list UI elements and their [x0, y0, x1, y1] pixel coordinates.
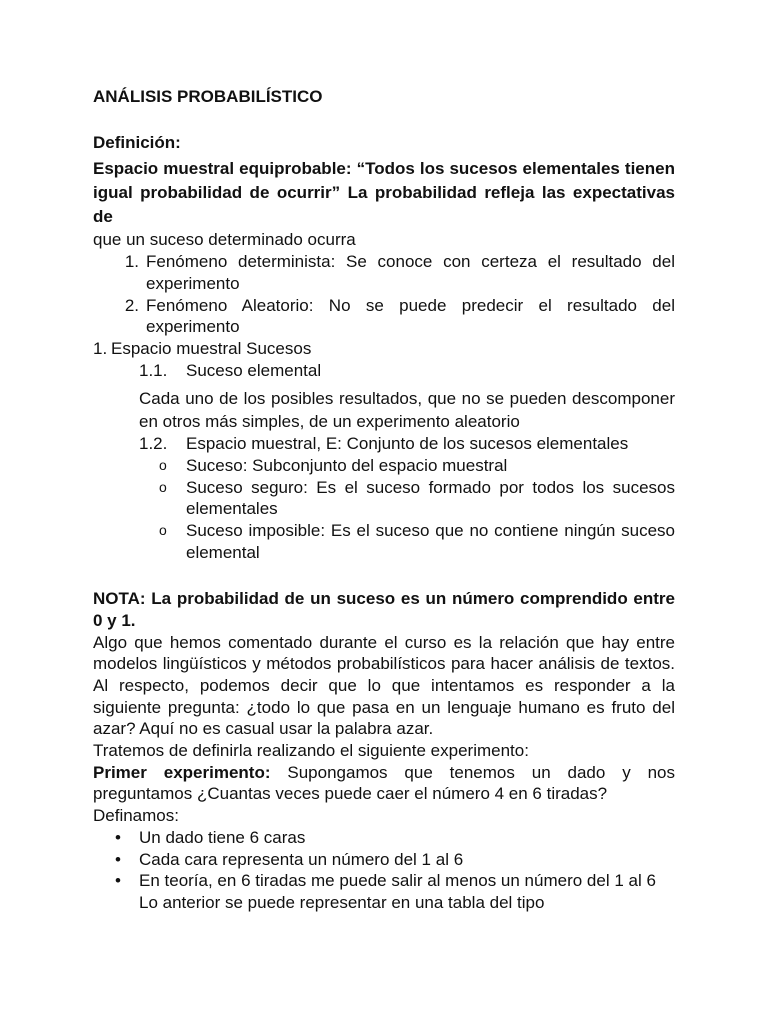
list-item — [93, 827, 675, 849]
list-item — [93, 477, 675, 520]
bullet-list — [93, 827, 675, 892]
subsection-text: Espacio muestral, E: Conjunto de los sucesos elementales — [186, 434, 629, 454]
closing-line: Lo anterior se puede representar en una tabla del tipo — [139, 892, 545, 912]
list-text: Cada cara representa un número del 1 al 6 — [139, 849, 464, 869]
subsection-paragraph: Cada uno de los posibles resultados, que no se pueden descomponer en otros más simples, de un experimento aleatorio — [139, 389, 675, 432]
list-text: Fenómeno Aleatorio: No se puede predecir el resultado del experimento — [146, 295, 675, 337]
experiment-paragraph — [93, 762, 675, 805]
tratemos-line: Tratemos de definirla realizando el siguiente experimento: — [93, 741, 529, 761]
bullet-icon: • — [115, 871, 121, 891]
subsection-text: Suceso elemental — [186, 360, 322, 380]
experiment-text: Supongamos que tenemos un dado y nos preguntamos ¿Cuantas veces puede caer el número 4 en 6 tiradas? — [93, 762, 675, 804]
definamos-line: Definamos: — [93, 806, 179, 826]
bullet-icon: • — [115, 849, 121, 869]
circle-bullet-icon: o — [159, 478, 167, 495]
document-title: ANÁLISIS PROBABILÍSTICO — [93, 87, 323, 106]
list-number: 1. — [124, 252, 139, 272]
list-item — [93, 455, 675, 477]
definition-text — [93, 157, 675, 229]
list-text: Suceso imposible: Es el suceso que no contiene ningún suceso elemental — [186, 521, 675, 562]
numbered-list — [93, 251, 675, 338]
sub-bullet-list — [93, 455, 675, 564]
list-item — [93, 849, 675, 871]
definition-tail: que un suceso determinado ocurra — [93, 230, 356, 250]
circle-bullet-icon: o — [159, 457, 167, 474]
section-text: Espacio muestral Sucesos — [111, 338, 312, 358]
section-number: 1. — [93, 338, 108, 358]
definition-label: Definición: — [93, 132, 181, 152]
bullet-icon: • — [115, 827, 121, 847]
list-text: En teoría, en 6 tiradas me puede salir al menos un número del 1 al 6 — [139, 871, 656, 891]
list-item — [93, 295, 675, 338]
subsection-1-1 — [93, 360, 675, 382]
subsection-1-2 — [93, 433, 675, 455]
definition-quote: : “Todos los sucesos elementales tienen igual probabilidad de ocurrir” La probabilidad refleja las expectativas de — [93, 159, 675, 227]
circle-bullet-icon: o — [159, 522, 167, 539]
list-text: Un dado tiene 6 caras — [139, 827, 306, 847]
nota-paragraph: NOTA: La probabilidad de un suceso es un número comprendido entre 0 y 1. — [93, 588, 675, 630]
experiment-label: Primer experimento: — [93, 762, 271, 782]
definition-term: Espacio muestral equiprobable — [93, 159, 346, 179]
list-number: 2. — [124, 295, 139, 315]
list-item — [93, 251, 675, 294]
section-heading — [93, 338, 675, 360]
list-text: Fenómeno determinista: Se conoce con certeza el resultado del experimento — [146, 252, 675, 293]
list-item — [93, 870, 675, 892]
list-text: Suceso seguro: Es el suceso formado por todos los sucesos elementales — [186, 477, 675, 519]
subsection-number: 1.1. — [139, 360, 168, 380]
list-text: Suceso: Subconjunto del espacio muestral — [186, 456, 508, 476]
subsection-number: 1.2. — [139, 434, 168, 454]
list-item — [93, 520, 675, 563]
body-paragraph: Algo que hemos comentado durante el curso es la relación que hay entre modelos lingüísticos y métodos probabilísticos para hacer análisis de textos. Al respecto, podemos decir que lo que intentamos es responder a la siguiente pregunta: ¿todo lo que pasa en un lenguaje humano es fruto del azar? Aquí no es casual usar la palabra azar. — [93, 632, 675, 739]
